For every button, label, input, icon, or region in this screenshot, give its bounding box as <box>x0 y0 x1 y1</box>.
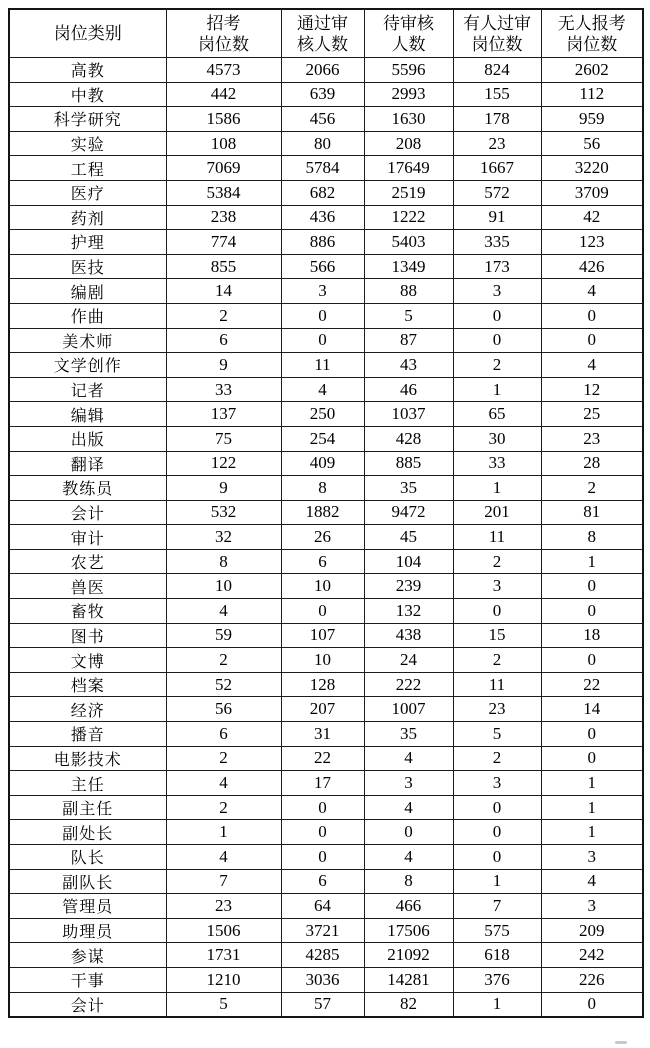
header-line: 待审核 <box>383 13 434 33</box>
value-cell: 456 <box>281 107 364 132</box>
value-cell: 24 <box>364 648 453 673</box>
value-cell: 4 <box>364 795 453 820</box>
value-cell: 0 <box>453 303 541 328</box>
table-row <box>9 205 643 230</box>
category-cell: 经济 <box>9 697 166 722</box>
value-cell: 2 <box>453 549 541 574</box>
value-cell: 1667 <box>453 156 541 181</box>
value-cell: 1 <box>166 820 281 845</box>
value-cell: 7 <box>453 894 541 919</box>
table-row <box>9 426 643 451</box>
value-cell: 132 <box>364 599 453 624</box>
category-cell: 美术师 <box>9 328 166 353</box>
table-row <box>9 476 643 501</box>
value-cell: 81 <box>541 500 643 525</box>
value-cell: 30 <box>453 426 541 451</box>
header-line: 岗位数 <box>198 34 249 54</box>
header-line: 核人数 <box>297 34 348 54</box>
value-cell: 242 <box>541 943 643 968</box>
value-cell: 52 <box>166 672 281 697</box>
value-cell: 107 <box>281 623 364 648</box>
category-cell: 实验 <box>9 131 166 156</box>
value-cell: 2 <box>453 353 541 378</box>
value-cell: 10 <box>166 574 281 599</box>
value-cell: 207 <box>281 697 364 722</box>
value-cell: 10 <box>281 574 364 599</box>
category-cell: 文学创作 <box>9 353 166 378</box>
value-cell: 22 <box>281 746 364 771</box>
category-cell: 会计 <box>9 992 166 1017</box>
value-cell: 222 <box>364 672 453 697</box>
value-cell: 1210 <box>166 967 281 992</box>
value-cell: 6 <box>166 328 281 353</box>
value-cell: 5 <box>453 722 541 747</box>
table-row <box>9 254 643 279</box>
category-cell: 高教 <box>9 58 166 83</box>
category-cell: 工程 <box>9 156 166 181</box>
value-cell: 1882 <box>281 500 364 525</box>
value-cell: 23 <box>453 131 541 156</box>
value-cell: 6 <box>281 549 364 574</box>
table-row <box>9 746 643 771</box>
value-cell: 65 <box>453 402 541 427</box>
value-cell: 4 <box>541 353 643 378</box>
table-row <box>9 328 643 353</box>
value-cell: 4 <box>166 845 281 870</box>
value-cell: 2 <box>541 476 643 501</box>
value-cell: 6 <box>281 869 364 894</box>
table-body <box>9 58 643 1018</box>
value-cell: 4 <box>364 746 453 771</box>
value-cell: 104 <box>364 549 453 574</box>
value-cell: 376 <box>453 967 541 992</box>
page-number-fragment <box>615 1041 627 1044</box>
value-cell: 959 <box>541 107 643 132</box>
value-cell: 8 <box>166 549 281 574</box>
value-cell: 11 <box>281 353 364 378</box>
value-cell: 0 <box>281 845 364 870</box>
value-cell: 0 <box>541 722 643 747</box>
value-cell: 91 <box>453 205 541 230</box>
table-row <box>9 82 643 107</box>
value-cell: 3709 <box>541 180 643 205</box>
value-cell: 56 <box>541 131 643 156</box>
value-cell: 33 <box>166 377 281 402</box>
value-cell: 1007 <box>364 697 453 722</box>
value-cell: 250 <box>281 402 364 427</box>
category-cell: 助理员 <box>9 918 166 943</box>
value-cell: 2 <box>166 795 281 820</box>
value-cell: 1 <box>541 820 643 845</box>
value-cell: 3 <box>453 771 541 796</box>
table-row <box>9 992 643 1017</box>
value-cell: 0 <box>364 820 453 845</box>
value-cell: 2 <box>166 746 281 771</box>
value-cell: 1349 <box>364 254 453 279</box>
value-cell: 4 <box>166 599 281 624</box>
value-cell: 1630 <box>364 107 453 132</box>
category-cell: 科学研究 <box>9 107 166 132</box>
value-cell: 1 <box>541 771 643 796</box>
value-cell: 15 <box>453 623 541 648</box>
category-cell: 药剂 <box>9 205 166 230</box>
value-cell: 575 <box>453 918 541 943</box>
value-cell: 3 <box>541 845 643 870</box>
value-cell: 23 <box>166 894 281 919</box>
value-cell: 9 <box>166 353 281 378</box>
table-row <box>9 525 643 550</box>
value-cell: 3 <box>541 894 643 919</box>
value-cell: 59 <box>166 623 281 648</box>
value-cell: 824 <box>453 58 541 83</box>
table-row <box>9 180 643 205</box>
value-cell: 3036 <box>281 967 364 992</box>
value-cell: 5 <box>364 303 453 328</box>
value-cell: 438 <box>364 623 453 648</box>
table-row <box>9 500 643 525</box>
category-cell: 副队长 <box>9 869 166 894</box>
value-cell: 23 <box>541 426 643 451</box>
value-cell: 682 <box>281 180 364 205</box>
value-cell: 64 <box>281 894 364 919</box>
value-cell: 0 <box>453 845 541 870</box>
value-cell: 885 <box>364 451 453 476</box>
table-row <box>9 869 643 894</box>
category-cell: 教练员 <box>9 476 166 501</box>
value-cell: 1222 <box>364 205 453 230</box>
value-cell: 43 <box>364 353 453 378</box>
category-cell: 管理员 <box>9 894 166 919</box>
value-cell: 7 <box>166 869 281 894</box>
value-cell: 0 <box>541 599 643 624</box>
value-cell: 436 <box>281 205 364 230</box>
value-cell: 26 <box>281 525 364 550</box>
header-line: 招考 <box>206 13 241 33</box>
value-cell: 532 <box>166 500 281 525</box>
value-cell: 3 <box>453 279 541 304</box>
table-row <box>9 722 643 747</box>
value-cell: 4 <box>281 377 364 402</box>
category-cell: 档案 <box>9 672 166 697</box>
value-cell: 137 <box>166 402 281 427</box>
table-row <box>9 131 643 156</box>
value-cell: 0 <box>281 599 364 624</box>
value-cell: 774 <box>166 230 281 255</box>
value-cell: 2066 <box>281 58 364 83</box>
value-cell: 639 <box>281 82 364 107</box>
value-cell: 1 <box>453 992 541 1017</box>
value-cell: 128 <box>281 672 364 697</box>
value-cell: 0 <box>281 328 364 353</box>
value-cell: 409 <box>281 451 364 476</box>
value-cell: 3 <box>453 574 541 599</box>
header-row <box>9 9 643 58</box>
value-cell: 9 <box>166 476 281 501</box>
value-cell: 0 <box>541 574 643 599</box>
category-cell: 参谋 <box>9 943 166 968</box>
value-cell: 0 <box>281 795 364 820</box>
value-cell: 87 <box>364 328 453 353</box>
value-cell: 3721 <box>281 918 364 943</box>
value-cell: 155 <box>453 82 541 107</box>
category-cell: 会计 <box>9 500 166 525</box>
value-cell: 2 <box>453 648 541 673</box>
value-cell: 2519 <box>364 180 453 205</box>
value-cell: 45 <box>364 525 453 550</box>
header-line: 岗位数 <box>566 34 618 54</box>
value-cell: 3 <box>281 279 364 304</box>
value-cell: 82 <box>364 992 453 1017</box>
value-cell: 0 <box>453 820 541 845</box>
category-cell: 医疗 <box>9 180 166 205</box>
header-category: 岗位类别 <box>9 9 166 58</box>
value-cell: 0 <box>453 599 541 624</box>
value-cell: 4 <box>541 869 643 894</box>
category-cell: 干事 <box>9 967 166 992</box>
table-row <box>9 845 643 870</box>
value-cell: 226 <box>541 967 643 992</box>
value-cell: 1586 <box>166 107 281 132</box>
header-line: 通过审 <box>297 13 348 33</box>
value-cell: 112 <box>541 82 643 107</box>
value-cell: 335 <box>453 230 541 255</box>
value-cell: 35 <box>364 722 453 747</box>
value-cell: 32 <box>166 525 281 550</box>
value-cell: 80 <box>281 131 364 156</box>
value-cell: 428 <box>364 426 453 451</box>
value-cell: 11 <box>453 525 541 550</box>
value-cell: 254 <box>281 426 364 451</box>
header-line: 无人报考 <box>557 13 626 33</box>
value-cell: 5784 <box>281 156 364 181</box>
value-cell: 566 <box>281 254 364 279</box>
category-cell: 图书 <box>9 623 166 648</box>
value-cell: 28 <box>541 451 643 476</box>
value-cell: 238 <box>166 205 281 230</box>
table-row <box>9 402 643 427</box>
value-cell: 122 <box>166 451 281 476</box>
table-row <box>9 623 643 648</box>
value-cell: 1 <box>541 549 643 574</box>
table-row <box>9 353 643 378</box>
table-row <box>9 894 643 919</box>
value-cell: 0 <box>281 303 364 328</box>
category-cell: 出版 <box>9 426 166 451</box>
value-cell: 4 <box>541 279 643 304</box>
value-cell: 4573 <box>166 58 281 83</box>
value-cell: 11 <box>453 672 541 697</box>
value-cell: 56 <box>166 697 281 722</box>
header-line: 人数 <box>391 34 426 54</box>
value-cell: 18 <box>541 623 643 648</box>
table-row <box>9 648 643 673</box>
value-cell: 1731 <box>166 943 281 968</box>
category-cell: 文博 <box>9 648 166 673</box>
value-cell: 14 <box>166 279 281 304</box>
table-row <box>9 918 643 943</box>
category-cell: 编辑 <box>9 402 166 427</box>
value-cell: 618 <box>453 943 541 968</box>
table-row <box>9 377 643 402</box>
category-cell: 农艺 <box>9 549 166 574</box>
value-cell: 1506 <box>166 918 281 943</box>
value-cell: 33 <box>453 451 541 476</box>
table-header <box>9 9 643 58</box>
category-cell: 副主任 <box>9 795 166 820</box>
job-category-stats-table <box>8 8 644 1018</box>
value-cell: 2 <box>166 303 281 328</box>
category-cell: 播音 <box>9 722 166 747</box>
value-cell: 208 <box>364 131 453 156</box>
header-positions-no-applicants <box>541 9 643 58</box>
value-cell: 1037 <box>364 402 453 427</box>
value-cell: 8 <box>541 525 643 550</box>
value-cell: 0 <box>281 820 364 845</box>
value-cell: 17506 <box>364 918 453 943</box>
value-cell: 0 <box>541 648 643 673</box>
value-cell: 7069 <box>166 156 281 181</box>
value-cell: 88 <box>364 279 453 304</box>
category-cell: 医技 <box>9 254 166 279</box>
header-approved-applicants <box>281 9 364 58</box>
category-cell: 翻译 <box>9 451 166 476</box>
value-cell: 0 <box>541 328 643 353</box>
table-row <box>9 771 643 796</box>
table-row <box>9 279 643 304</box>
table-row <box>9 303 643 328</box>
table-row <box>9 820 643 845</box>
category-cell: 记者 <box>9 377 166 402</box>
value-cell: 22 <box>541 672 643 697</box>
value-cell: 6 <box>166 722 281 747</box>
value-cell: 17 <box>281 771 364 796</box>
value-cell: 426 <box>541 254 643 279</box>
value-cell: 572 <box>453 180 541 205</box>
value-cell: 0 <box>541 303 643 328</box>
value-cell: 5403 <box>364 230 453 255</box>
category-cell: 兽医 <box>9 574 166 599</box>
value-cell: 31 <box>281 722 364 747</box>
value-cell: 9472 <box>364 500 453 525</box>
value-cell: 8 <box>281 476 364 501</box>
value-cell: 14281 <box>364 967 453 992</box>
table-row <box>9 697 643 722</box>
value-cell: 108 <box>166 131 281 156</box>
value-cell: 201 <box>453 500 541 525</box>
category-cell: 编剧 <box>9 279 166 304</box>
value-cell: 442 <box>166 82 281 107</box>
value-cell: 4285 <box>281 943 364 968</box>
value-cell: 17649 <box>364 156 453 181</box>
value-cell: 5384 <box>166 180 281 205</box>
value-cell: 5596 <box>364 58 453 83</box>
table-row <box>9 451 643 476</box>
value-cell: 25 <box>541 402 643 427</box>
value-cell: 1 <box>453 476 541 501</box>
value-cell: 855 <box>166 254 281 279</box>
header-recruit-positions <box>166 9 281 58</box>
value-cell: 2 <box>166 648 281 673</box>
value-cell: 173 <box>453 254 541 279</box>
value-cell: 57 <box>281 992 364 1017</box>
header-pending-review <box>364 9 453 58</box>
table-row <box>9 156 643 181</box>
header-line: 岗位数 <box>471 34 523 54</box>
value-cell: 2993 <box>364 82 453 107</box>
value-cell: 239 <box>364 574 453 599</box>
category-cell: 护理 <box>9 230 166 255</box>
value-cell: 4 <box>166 771 281 796</box>
category-cell: 审计 <box>9 525 166 550</box>
category-cell: 电影技术 <box>9 746 166 771</box>
value-cell: 35 <box>364 476 453 501</box>
value-cell: 209 <box>541 918 643 943</box>
table-row <box>9 967 643 992</box>
value-cell: 42 <box>541 205 643 230</box>
category-cell: 队长 <box>9 845 166 870</box>
value-cell: 75 <box>166 426 281 451</box>
value-cell: 8 <box>364 869 453 894</box>
table-row <box>9 107 643 132</box>
table-row <box>9 795 643 820</box>
value-cell: 3 <box>364 771 453 796</box>
value-cell: 14 <box>541 697 643 722</box>
value-cell: 123 <box>541 230 643 255</box>
value-cell: 1 <box>541 795 643 820</box>
value-cell: 466 <box>364 894 453 919</box>
value-cell: 3220 <box>541 156 643 181</box>
value-cell: 178 <box>453 107 541 132</box>
category-cell: 副处长 <box>9 820 166 845</box>
category-cell: 主任 <box>9 771 166 796</box>
table-row <box>9 58 643 83</box>
value-cell: 12 <box>541 377 643 402</box>
value-cell: 46 <box>364 377 453 402</box>
header-positions-with-approved <box>453 9 541 58</box>
value-cell: 10 <box>281 648 364 673</box>
table-row <box>9 230 643 255</box>
value-cell: 0 <box>453 328 541 353</box>
value-cell: 5 <box>166 992 281 1017</box>
value-cell: 2602 <box>541 58 643 83</box>
value-cell: 23 <box>453 697 541 722</box>
table-row <box>9 672 643 697</box>
value-cell: 0 <box>541 746 643 771</box>
table-row <box>9 943 643 968</box>
value-cell: 21092 <box>364 943 453 968</box>
value-cell: 0 <box>453 795 541 820</box>
value-cell: 4 <box>364 845 453 870</box>
value-cell: 1 <box>453 377 541 402</box>
category-cell: 畜牧 <box>9 599 166 624</box>
table-row <box>9 549 643 574</box>
value-cell: 886 <box>281 230 364 255</box>
category-cell: 作曲 <box>9 303 166 328</box>
category-cell: 中教 <box>9 82 166 107</box>
value-cell: 0 <box>541 992 643 1017</box>
header-line: 有人过审 <box>463 13 531 33</box>
value-cell: 2 <box>453 746 541 771</box>
table-row <box>9 574 643 599</box>
value-cell: 1 <box>453 869 541 894</box>
table-row <box>9 599 643 624</box>
